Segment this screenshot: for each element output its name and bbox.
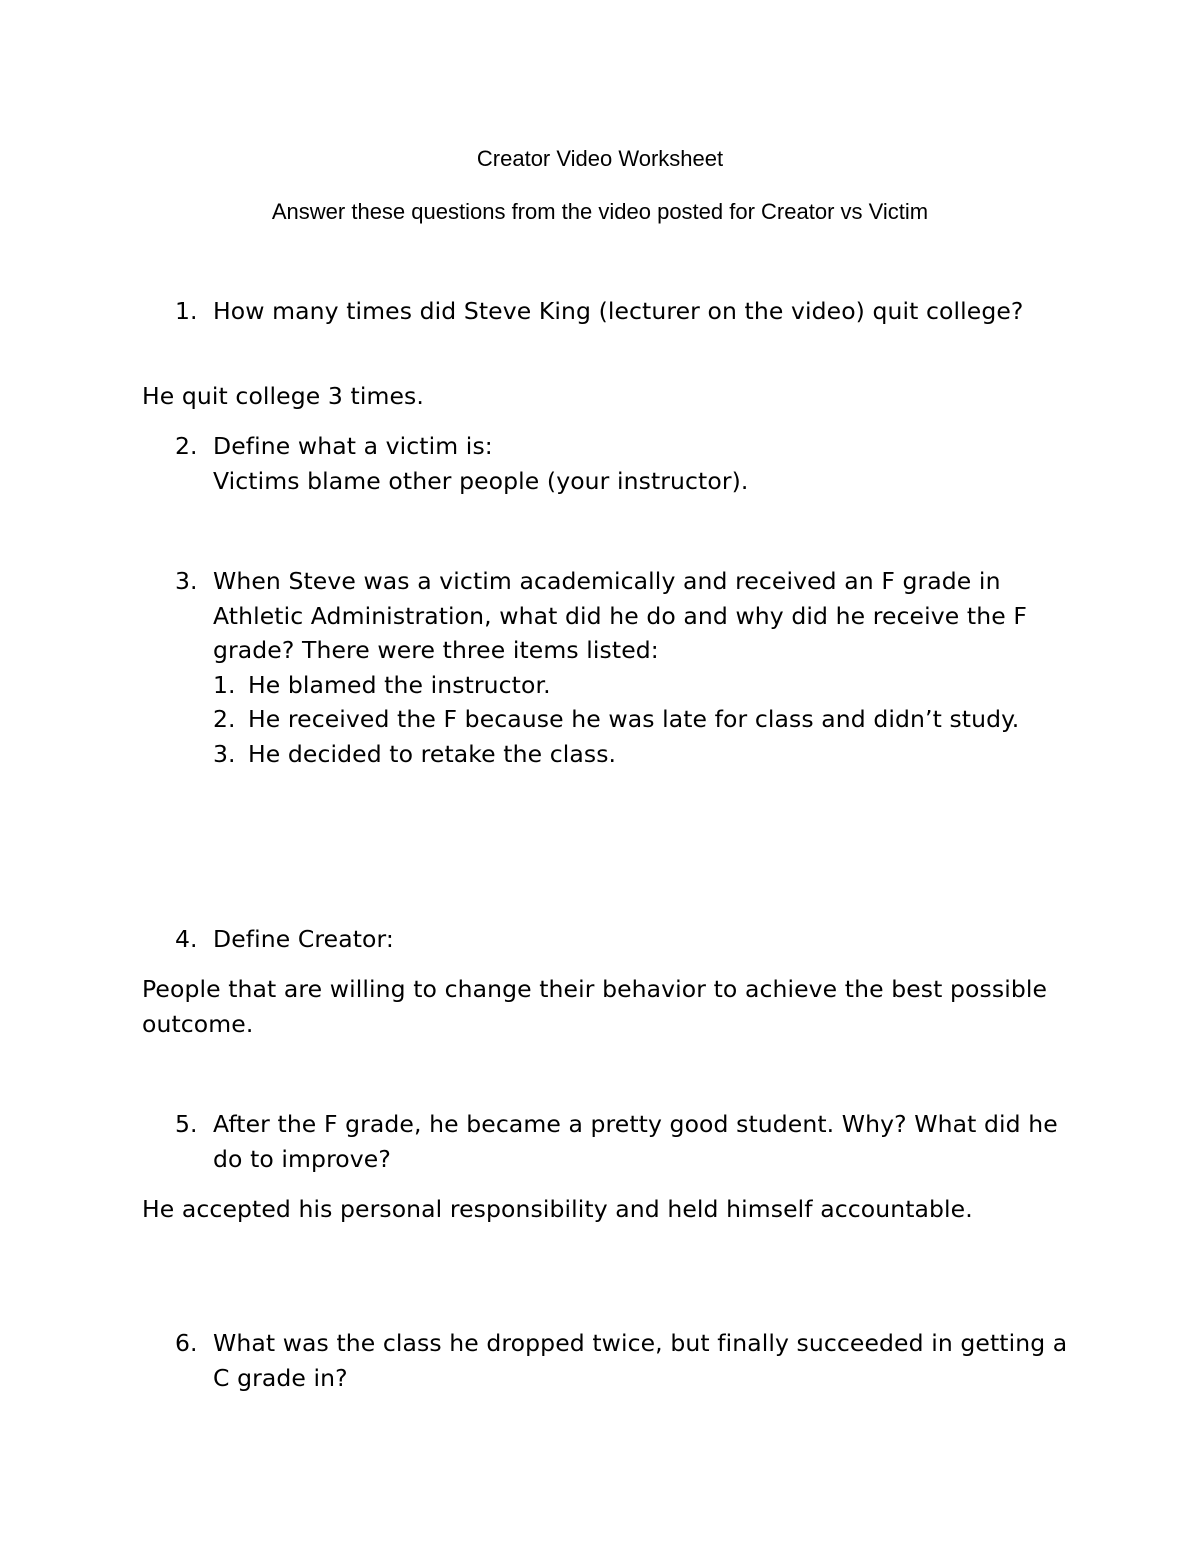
question-1: [175, 294, 1075, 329]
list-item: [213, 668, 1075, 703]
question-text: After the F grade, he became a pretty good student. Why? What did he do to improve?: [213, 1110, 1058, 1173]
list-item-text: He blamed the instructor.: [248, 670, 551, 699]
question-number: 5.: [175, 1110, 198, 1138]
list-item-number: 1.: [213, 670, 236, 699]
question-6: [175, 1326, 1075, 1395]
answer-4: People that are willing to change their behavior to achieve the best possible outcome.: [142, 975, 1048, 1038]
list-item-number: 2.: [213, 705, 236, 733]
question-4: [175, 922, 1075, 957]
answer-3-list: [213, 668, 1075, 772]
answer-5: He accepted his personal responsibility and held himself accountable.: [142, 1195, 973, 1223]
question-text: When Steve was a victim academically and received an F grade in Athletic Administration, what did he do and why did he receive the F grade? There were three items listed:: [213, 567, 1027, 664]
list-item-text: He received the F because he was late for class and didn’t study.: [248, 705, 1020, 733]
question-number: 2.: [175, 432, 198, 460]
question-number: 4.: [175, 925, 198, 953]
list-item-number: 3.: [213, 739, 236, 768]
list-item: [213, 737, 1075, 772]
list-item: [213, 702, 1075, 737]
page-subtitle: Answer these questions from the video posted for Creator vs Victim: [271, 199, 929, 224]
question-text: What was the class he dropped twice, but finally succeeded in getting a C grade in?: [213, 1329, 1068, 1392]
answer-1: He quit college 3 times.: [142, 382, 424, 410]
question-number: 3.: [175, 567, 198, 595]
page-title: Creator Video Worksheet: [476, 146, 724, 171]
question-number: 6.: [175, 1329, 198, 1357]
question-3: [175, 564, 1075, 771]
list-item-text: He decided to retake the class.: [248, 739, 617, 768]
question-text: Define Creator:: [213, 925, 394, 953]
question-2: [175, 429, 1075, 498]
question-5: [175, 1107, 1075, 1176]
question-text: How many times did Steve King (lecturer on the video) quit college?: [213, 297, 1024, 325]
question-text: Define what a victim is:: [213, 432, 493, 460]
question-number: 1.: [175, 297, 198, 325]
answer-2: Victims blame other people (your instructor).: [213, 466, 749, 495]
